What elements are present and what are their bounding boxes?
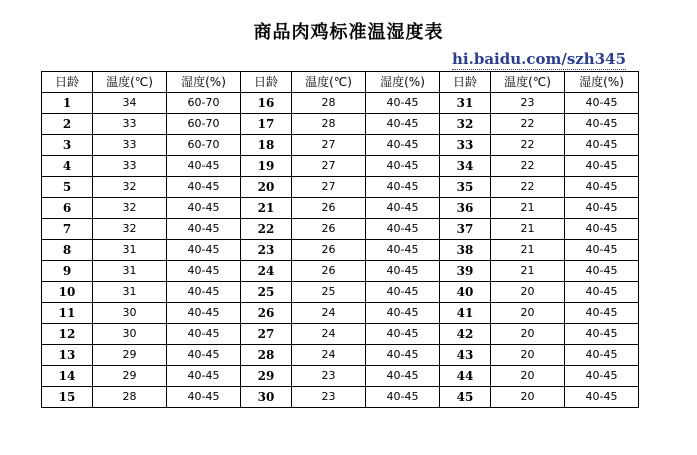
day-cell: 29 bbox=[241, 366, 292, 387]
temp-cell: 23 bbox=[292, 387, 366, 408]
humidity-cell: 40-45 bbox=[167, 240, 241, 261]
day-cell: 16 bbox=[241, 93, 292, 114]
watermark-url: hi.baidu.com/szh345 bbox=[452, 50, 627, 68]
day-cell: 31 bbox=[440, 93, 491, 114]
humidity-cell: 40-45 bbox=[565, 261, 639, 282]
day-cell: 30 bbox=[241, 387, 292, 408]
temp-cell: 21 bbox=[491, 240, 565, 261]
temp-cell: 27 bbox=[292, 177, 366, 198]
humidity-cell: 60-70 bbox=[167, 114, 241, 135]
day-cell: 8 bbox=[42, 240, 93, 261]
humidity-cell: 40-45 bbox=[366, 93, 440, 114]
humidity-cell: 40-45 bbox=[366, 387, 440, 408]
temp-cell: 22 bbox=[491, 135, 565, 156]
table-row bbox=[42, 114, 639, 135]
humidity-cell: 40-45 bbox=[565, 324, 639, 345]
header-temp: 温度(℃) bbox=[93, 72, 167, 93]
table-row bbox=[42, 240, 639, 261]
day-cell: 13 bbox=[42, 345, 93, 366]
humidity-cell: 40-45 bbox=[565, 219, 639, 240]
table-row bbox=[42, 177, 639, 198]
day-cell: 39 bbox=[440, 261, 491, 282]
day-cell: 6 bbox=[42, 198, 93, 219]
header-temp: 温度(℃) bbox=[491, 72, 565, 93]
humidity-cell: 40-45 bbox=[167, 219, 241, 240]
table-row bbox=[42, 303, 639, 324]
humidity-cell: 40-45 bbox=[366, 303, 440, 324]
temp-cell: 28 bbox=[292, 114, 366, 135]
table-row bbox=[42, 282, 639, 303]
temp-cell: 20 bbox=[491, 345, 565, 366]
humidity-cell: 40-45 bbox=[167, 303, 241, 324]
temp-cell: 29 bbox=[93, 345, 167, 366]
header-humidity: 湿度(%) bbox=[167, 72, 241, 93]
temp-cell: 21 bbox=[491, 261, 565, 282]
humidity-cell: 40-45 bbox=[366, 282, 440, 303]
humidity-cell: 40-45 bbox=[565, 135, 639, 156]
day-cell: 3 bbox=[42, 135, 93, 156]
temp-cell: 24 bbox=[292, 324, 366, 345]
temp-cell: 23 bbox=[292, 366, 366, 387]
table-row bbox=[42, 156, 639, 177]
temp-cell: 25 bbox=[292, 282, 366, 303]
temp-cell: 20 bbox=[491, 366, 565, 387]
header-humidity: 湿度(%) bbox=[565, 72, 639, 93]
day-cell: 20 bbox=[241, 177, 292, 198]
day-cell: 17 bbox=[241, 114, 292, 135]
temp-cell: 22 bbox=[491, 114, 565, 135]
humidity-cell: 40-45 bbox=[565, 114, 639, 135]
humidity-cell: 40-45 bbox=[167, 261, 241, 282]
page-title: 商品肉鸡标准温湿度表 bbox=[253, 22, 444, 43]
day-cell: 34 bbox=[440, 156, 491, 177]
humidity-cell: 40-45 bbox=[366, 219, 440, 240]
temp-cell: 26 bbox=[292, 219, 366, 240]
day-cell: 15 bbox=[42, 387, 93, 408]
temp-cell: 20 bbox=[491, 303, 565, 324]
temp-cell: 21 bbox=[491, 198, 565, 219]
temp-cell: 31 bbox=[93, 240, 167, 261]
temp-cell: 28 bbox=[93, 387, 167, 408]
temp-cell: 31 bbox=[93, 261, 167, 282]
day-cell: 18 bbox=[241, 135, 292, 156]
humidity-cell: 40-45 bbox=[167, 345, 241, 366]
humidity-cell: 40-45 bbox=[167, 198, 241, 219]
humidity-cell: 40-45 bbox=[366, 366, 440, 387]
day-cell: 25 bbox=[241, 282, 292, 303]
temp-cell: 20 bbox=[491, 387, 565, 408]
temp-cell: 26 bbox=[292, 240, 366, 261]
day-cell: 22 bbox=[241, 219, 292, 240]
temp-cell: 22 bbox=[491, 156, 565, 177]
table-row bbox=[42, 93, 639, 114]
humidity-cell: 40-45 bbox=[565, 345, 639, 366]
day-cell: 21 bbox=[241, 198, 292, 219]
temp-cell: 32 bbox=[93, 219, 167, 240]
temp-cell: 32 bbox=[93, 198, 167, 219]
humidity-cell: 40-45 bbox=[565, 177, 639, 198]
humidity-cell: 40-45 bbox=[366, 240, 440, 261]
day-cell: 23 bbox=[241, 240, 292, 261]
temp-cell: 22 bbox=[491, 177, 565, 198]
day-cell: 19 bbox=[241, 156, 292, 177]
temp-cell: 30 bbox=[93, 303, 167, 324]
humidity-cell: 40-45 bbox=[366, 345, 440, 366]
temp-cell: 33 bbox=[93, 114, 167, 135]
day-cell: 2 bbox=[42, 114, 93, 135]
humidity-cell: 40-45 bbox=[167, 366, 241, 387]
temp-cell: 30 bbox=[93, 324, 167, 345]
temp-cell: 23 bbox=[491, 93, 565, 114]
day-cell: 41 bbox=[440, 303, 491, 324]
humidity-cell: 40-45 bbox=[565, 156, 639, 177]
day-cell: 42 bbox=[440, 324, 491, 345]
humidity-cell: 40-45 bbox=[366, 135, 440, 156]
day-cell: 28 bbox=[241, 345, 292, 366]
temp-cell: 34 bbox=[93, 93, 167, 114]
day-cell: 27 bbox=[241, 324, 292, 345]
table-header-row bbox=[42, 72, 639, 93]
temperature-humidity-table bbox=[41, 71, 639, 408]
humidity-cell: 40-45 bbox=[167, 156, 241, 177]
day-cell: 1 bbox=[42, 93, 93, 114]
day-cell: 37 bbox=[440, 219, 491, 240]
day-cell: 12 bbox=[42, 324, 93, 345]
temp-cell: 26 bbox=[292, 261, 366, 282]
humidity-cell: 40-45 bbox=[565, 366, 639, 387]
temp-cell: 24 bbox=[292, 303, 366, 324]
temp-cell: 21 bbox=[491, 219, 565, 240]
header-humidity: 湿度(%) bbox=[366, 72, 440, 93]
day-cell: 45 bbox=[440, 387, 491, 408]
day-cell: 14 bbox=[42, 366, 93, 387]
day-cell: 26 bbox=[241, 303, 292, 324]
header-day: 日龄 bbox=[42, 72, 93, 93]
table-row bbox=[42, 198, 639, 219]
temp-cell: 33 bbox=[93, 135, 167, 156]
temp-cell: 29 bbox=[93, 366, 167, 387]
day-cell: 24 bbox=[241, 261, 292, 282]
day-cell: 32 bbox=[440, 114, 491, 135]
day-cell: 11 bbox=[42, 303, 93, 324]
humidity-cell: 40-45 bbox=[565, 240, 639, 261]
humidity-cell: 40-45 bbox=[366, 198, 440, 219]
header-day: 日龄 bbox=[241, 72, 292, 93]
humidity-cell: 40-45 bbox=[366, 324, 440, 345]
humidity-cell: 60-70 bbox=[167, 135, 241, 156]
temp-cell: 26 bbox=[292, 198, 366, 219]
temp-cell: 24 bbox=[292, 345, 366, 366]
table-row bbox=[42, 387, 639, 408]
humidity-cell: 40-45 bbox=[366, 114, 440, 135]
table-row bbox=[42, 261, 639, 282]
day-cell: 40 bbox=[440, 282, 491, 303]
table-row bbox=[42, 324, 639, 345]
day-cell: 44 bbox=[440, 366, 491, 387]
humidity-cell: 40-45 bbox=[565, 282, 639, 303]
humidity-cell: 40-45 bbox=[167, 282, 241, 303]
table-row bbox=[42, 345, 639, 366]
humidity-cell: 60-70 bbox=[167, 93, 241, 114]
humidity-cell: 40-45 bbox=[366, 177, 440, 198]
header-temp: 温度(℃) bbox=[292, 72, 366, 93]
day-cell: 35 bbox=[440, 177, 491, 198]
day-cell: 10 bbox=[42, 282, 93, 303]
table-row bbox=[42, 366, 639, 387]
day-cell: 36 bbox=[440, 198, 491, 219]
temp-cell: 20 bbox=[491, 282, 565, 303]
humidity-cell: 40-45 bbox=[565, 303, 639, 324]
temp-cell: 27 bbox=[292, 135, 366, 156]
humidity-cell: 40-45 bbox=[167, 387, 241, 408]
humidity-cell: 40-45 bbox=[167, 177, 241, 198]
humidity-cell: 40-45 bbox=[565, 93, 639, 114]
table-row bbox=[42, 135, 639, 156]
table-row bbox=[42, 219, 639, 240]
humidity-cell: 40-45 bbox=[167, 324, 241, 345]
temp-cell: 31 bbox=[93, 282, 167, 303]
humidity-cell: 40-45 bbox=[366, 261, 440, 282]
day-cell: 7 bbox=[42, 219, 93, 240]
day-cell: 4 bbox=[42, 156, 93, 177]
day-cell: 38 bbox=[440, 240, 491, 261]
temp-cell: 33 bbox=[93, 156, 167, 177]
humidity-cell: 40-45 bbox=[565, 387, 639, 408]
day-cell: 5 bbox=[42, 177, 93, 198]
day-cell: 43 bbox=[440, 345, 491, 366]
temp-cell: 20 bbox=[491, 324, 565, 345]
day-cell: 9 bbox=[42, 261, 93, 282]
humidity-cell: 40-45 bbox=[565, 198, 639, 219]
day-cell: 33 bbox=[440, 135, 491, 156]
temp-cell: 32 bbox=[93, 177, 167, 198]
header-day: 日龄 bbox=[440, 72, 491, 93]
humidity-cell: 40-45 bbox=[366, 156, 440, 177]
temp-cell: 27 bbox=[292, 156, 366, 177]
temp-cell: 28 bbox=[292, 93, 366, 114]
